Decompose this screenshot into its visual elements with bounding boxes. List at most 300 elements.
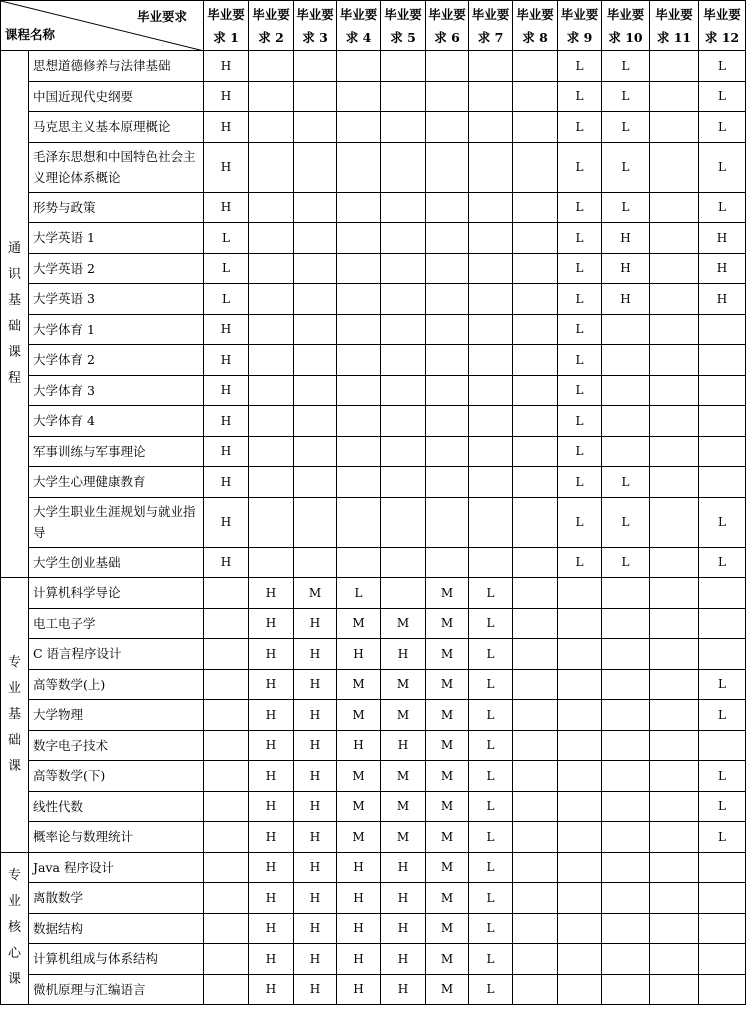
table-row [1, 253, 746, 284]
support-level-cell: M [381, 669, 426, 700]
support-level-cell [426, 547, 469, 578]
support-level-cell: H [249, 669, 294, 700]
support-level-cell [650, 822, 699, 853]
support-level-cell [513, 467, 558, 498]
support-level-cell [650, 51, 699, 82]
requirement-header-label: 毕业要求 12 [703, 6, 741, 45]
support-level-cell: L [558, 192, 602, 223]
support-level-cell: M [426, 639, 469, 670]
support-level-cell [650, 578, 699, 609]
support-level-cell: H [294, 608, 337, 639]
support-level-cell: L [699, 700, 746, 731]
support-level-cell [249, 436, 294, 467]
support-level-cell: H [249, 791, 294, 822]
support-level-cell [249, 192, 294, 223]
support-level-cell: H [337, 852, 381, 883]
support-level-cell [513, 578, 558, 609]
support-level-cell: H [602, 223, 650, 254]
support-level-cell: H [204, 142, 249, 192]
support-level-cell [650, 345, 699, 376]
support-level-cell [602, 944, 650, 975]
support-level-cell [558, 700, 602, 731]
support-level-cell: L [558, 51, 602, 82]
course-name-cell: Java 程序设计 [29, 852, 204, 883]
support-level-cell: M [381, 700, 426, 731]
support-level-cell: L [204, 253, 249, 284]
category-label: 通识基础课程 [7, 241, 21, 386]
support-level-cell: H [381, 639, 426, 670]
support-level-cell: M [337, 608, 381, 639]
support-level-cell [426, 81, 469, 112]
support-level-cell [426, 223, 469, 254]
table-row [1, 578, 746, 609]
support-level-cell [650, 192, 699, 223]
support-level-cell [294, 345, 337, 376]
support-level-cell: H [381, 974, 426, 1005]
support-level-cell [650, 467, 699, 498]
support-level-cell [249, 406, 294, 437]
support-level-cell: L [699, 547, 746, 578]
support-level-cell [602, 375, 650, 406]
requirement-header-label: 毕业要求 9 [560, 6, 599, 45]
support-level-cell: L [699, 822, 746, 853]
course-name-cell: 高等数学(上) [29, 669, 204, 700]
support-level-cell [381, 345, 426, 376]
requirement-header-5 [381, 1, 426, 51]
table-row [1, 761, 746, 792]
support-level-cell [337, 192, 381, 223]
course-name-cell: 大学生创业基础 [29, 547, 204, 578]
table-row [1, 284, 746, 315]
support-level-cell [513, 345, 558, 376]
support-level-cell: L [469, 974, 513, 1005]
support-level-cell [469, 436, 513, 467]
support-level-cell [469, 406, 513, 437]
support-level-cell: M [426, 974, 469, 1005]
support-level-cell: L [558, 345, 602, 376]
course-name-cell: 大学生职业生涯规划与就业指导 [29, 497, 204, 547]
support-level-cell [204, 578, 249, 609]
support-level-cell [513, 639, 558, 670]
support-level-cell [249, 547, 294, 578]
support-level-cell [513, 547, 558, 578]
support-level-cell [513, 192, 558, 223]
support-level-cell: H [249, 852, 294, 883]
support-level-cell [558, 608, 602, 639]
support-level-cell [650, 81, 699, 112]
support-level-cell: L [699, 142, 746, 192]
requirement-header-11 [650, 1, 699, 51]
support-level-cell [513, 142, 558, 192]
support-level-cell: H [204, 314, 249, 345]
support-level-cell: H [294, 944, 337, 975]
support-level-cell: L [469, 913, 513, 944]
support-level-cell [513, 406, 558, 437]
support-level-cell: M [337, 700, 381, 731]
support-level-cell: L [602, 192, 650, 223]
support-level-cell [294, 51, 337, 82]
support-level-cell [469, 547, 513, 578]
support-level-cell [204, 974, 249, 1005]
support-level-cell [381, 223, 426, 254]
support-level-cell: H [602, 253, 650, 284]
support-level-cell [249, 497, 294, 547]
course-name-cell: 计算机组成与体系结构 [29, 944, 204, 975]
support-level-cell: M [426, 883, 469, 914]
support-level-cell [650, 142, 699, 192]
support-level-cell [294, 547, 337, 578]
support-level-cell: H [294, 730, 337, 761]
support-level-cell: H [294, 700, 337, 731]
support-level-cell [249, 375, 294, 406]
support-level-cell [650, 406, 699, 437]
support-level-cell [650, 608, 699, 639]
support-level-cell [602, 700, 650, 731]
support-level-cell: M [426, 913, 469, 944]
support-level-cell [469, 497, 513, 547]
support-level-cell: L [469, 578, 513, 609]
support-level-cell [426, 142, 469, 192]
support-level-cell [204, 639, 249, 670]
support-level-cell: M [426, 700, 469, 731]
support-level-cell [381, 81, 426, 112]
support-level-cell [249, 142, 294, 192]
support-level-cell [513, 497, 558, 547]
table-row [1, 223, 746, 254]
support-level-cell [294, 314, 337, 345]
support-level-cell: H [337, 944, 381, 975]
category-cell [1, 578, 29, 853]
support-level-cell [426, 51, 469, 82]
table-row [1, 467, 746, 498]
requirement-header-3 [294, 1, 337, 51]
support-level-cell [469, 81, 513, 112]
support-level-cell: H [204, 497, 249, 547]
course-name-cell: 数据结构 [29, 913, 204, 944]
support-level-cell: L [204, 223, 249, 254]
support-level-cell [337, 375, 381, 406]
table-row [1, 436, 746, 467]
requirement-header-label: 毕业要求 11 [655, 6, 693, 45]
support-level-cell [602, 436, 650, 467]
support-level-cell: L [558, 81, 602, 112]
support-level-cell: H [249, 639, 294, 670]
support-level-cell [469, 253, 513, 284]
requirement-header-8 [513, 1, 558, 51]
support-level-cell [426, 314, 469, 345]
support-level-cell: L [469, 700, 513, 731]
support-level-cell [426, 467, 469, 498]
support-level-cell [650, 253, 699, 284]
support-level-cell [249, 345, 294, 376]
support-level-cell [513, 375, 558, 406]
support-level-cell: H [294, 913, 337, 944]
support-level-cell: L [558, 375, 602, 406]
support-level-cell [469, 284, 513, 315]
support-level-cell [699, 345, 746, 376]
support-level-cell: L [469, 639, 513, 670]
support-level-cell: M [381, 761, 426, 792]
support-level-cell [699, 578, 746, 609]
support-level-cell: H [337, 974, 381, 1005]
support-level-cell: M [426, 608, 469, 639]
support-level-cell: H [249, 944, 294, 975]
support-level-cell: M [337, 791, 381, 822]
support-level-cell: L [469, 822, 513, 853]
support-level-cell [513, 81, 558, 112]
support-level-cell [337, 467, 381, 498]
support-level-cell [699, 467, 746, 498]
requirement-header-label: 毕业要求 10 [606, 6, 645, 45]
support-level-cell [558, 730, 602, 761]
support-level-cell [381, 192, 426, 223]
course-name-cell: 大学体育 1 [29, 314, 204, 345]
support-level-cell: H [381, 852, 426, 883]
support-level-cell [602, 974, 650, 1005]
support-level-cell [650, 375, 699, 406]
support-level-cell [469, 223, 513, 254]
support-level-cell [602, 578, 650, 609]
table-row [1, 497, 746, 547]
support-level-cell: L [558, 253, 602, 284]
support-level-cell [699, 974, 746, 1005]
support-level-cell: M [426, 944, 469, 975]
course-name-cell: 大学体育 2 [29, 345, 204, 376]
category-cell [1, 51, 29, 578]
support-level-cell [602, 791, 650, 822]
support-level-cell [249, 467, 294, 498]
support-level-cell: L [699, 791, 746, 822]
support-level-cell [249, 223, 294, 254]
support-level-cell: H [699, 284, 746, 315]
support-level-cell [337, 497, 381, 547]
support-level-cell [602, 345, 650, 376]
course-name-cell: 大学体育 4 [29, 406, 204, 437]
support-level-cell: M [426, 578, 469, 609]
support-level-cell: L [699, 669, 746, 700]
support-level-cell [650, 913, 699, 944]
support-level-cell [650, 883, 699, 914]
support-level-cell [337, 345, 381, 376]
course-name-cell: 大学英语 2 [29, 253, 204, 284]
course-name-cell: 大学英语 1 [29, 223, 204, 254]
support-level-cell [558, 791, 602, 822]
support-level-cell: H [294, 852, 337, 883]
support-level-cell [294, 253, 337, 284]
support-level-cell [558, 883, 602, 914]
support-level-cell [337, 51, 381, 82]
requirement-header-9 [558, 1, 602, 51]
support-level-cell [513, 284, 558, 315]
course-name-cell: 计算机科学导论 [29, 578, 204, 609]
support-level-cell: L [699, 51, 746, 82]
header-row [1, 1, 746, 51]
corner-header [1, 1, 204, 51]
support-level-cell: L [469, 852, 513, 883]
support-level-cell [650, 700, 699, 731]
table-row [1, 822, 746, 853]
support-level-cell [426, 192, 469, 223]
support-level-cell: H [294, 761, 337, 792]
support-level-cell [650, 547, 699, 578]
support-level-cell: H [699, 223, 746, 254]
support-level-cell [204, 791, 249, 822]
support-level-cell [513, 791, 558, 822]
requirement-header-7 [469, 1, 513, 51]
support-level-cell: H [249, 700, 294, 731]
support-level-cell: L [699, 81, 746, 112]
course-name-cell: C 语言程序设计 [29, 639, 204, 670]
requirement-header-label: 毕业要求 4 [339, 6, 378, 45]
category-cell [1, 852, 29, 1005]
support-level-cell [513, 436, 558, 467]
support-level-cell [650, 284, 699, 315]
support-level-cell [699, 730, 746, 761]
support-level-cell [513, 944, 558, 975]
support-level-cell: H [294, 791, 337, 822]
support-level-cell: H [381, 883, 426, 914]
support-level-cell [249, 284, 294, 315]
support-level-cell [699, 375, 746, 406]
support-level-cell: M [426, 822, 469, 853]
support-level-cell [469, 314, 513, 345]
support-level-cell [426, 112, 469, 143]
support-level-cell: M [426, 669, 469, 700]
support-level-cell: M [294, 578, 337, 609]
support-level-cell [294, 284, 337, 315]
course-name-cell: 线性代数 [29, 791, 204, 822]
support-level-cell [426, 284, 469, 315]
support-level-cell [381, 547, 426, 578]
support-level-cell [337, 314, 381, 345]
support-level-cell: L [699, 497, 746, 547]
support-level-cell: H [204, 547, 249, 578]
support-level-cell [294, 142, 337, 192]
support-level-cell [204, 608, 249, 639]
support-level-cell: H [204, 51, 249, 82]
support-level-cell: H [294, 822, 337, 853]
support-level-cell: L [699, 112, 746, 143]
support-level-cell [294, 192, 337, 223]
support-level-cell: L [337, 578, 381, 609]
table-row [1, 913, 746, 944]
support-level-cell [699, 639, 746, 670]
support-level-cell: H [381, 730, 426, 761]
support-level-cell [381, 112, 426, 143]
support-level-cell [699, 406, 746, 437]
support-level-cell: L [602, 81, 650, 112]
support-level-cell: H [294, 883, 337, 914]
support-level-cell [294, 436, 337, 467]
support-level-cell [294, 406, 337, 437]
course-name-cell: 中国近现代史纲要 [29, 81, 204, 112]
course-name-cell: 马克思主义基本原理概论 [29, 112, 204, 143]
table-row [1, 375, 746, 406]
support-level-cell [204, 700, 249, 731]
support-level-cell [602, 730, 650, 761]
support-level-cell: L [558, 112, 602, 143]
support-level-cell [558, 913, 602, 944]
support-level-cell [650, 974, 699, 1005]
support-level-cell [650, 852, 699, 883]
table-row [1, 406, 746, 437]
support-level-cell [469, 142, 513, 192]
support-level-cell [337, 547, 381, 578]
table-row [1, 142, 746, 192]
support-level-cell: L [469, 730, 513, 761]
support-level-cell: M [426, 852, 469, 883]
support-level-cell: H [204, 112, 249, 143]
table-row [1, 639, 746, 670]
support-level-cell: L [469, 944, 513, 975]
support-level-cell: M [426, 791, 469, 822]
support-level-cell: M [381, 791, 426, 822]
support-level-cell: H [249, 608, 294, 639]
support-level-cell: L [558, 467, 602, 498]
requirement-header-label: 毕业要求 3 [296, 6, 334, 45]
table-row [1, 730, 746, 761]
support-level-cell [699, 314, 746, 345]
support-level-cell: H [337, 639, 381, 670]
course-name-cell: 微机原理与汇编语言 [29, 974, 204, 1005]
table-row [1, 81, 746, 112]
requirement-header-10 [602, 1, 650, 51]
requirement-header-label: 毕业要求 8 [516, 6, 554, 45]
support-level-cell: M [381, 822, 426, 853]
support-level-cell: L [469, 883, 513, 914]
support-level-cell [650, 944, 699, 975]
support-level-cell [602, 669, 650, 700]
support-level-cell: H [204, 192, 249, 223]
support-level-cell: L [699, 192, 746, 223]
course-name-cell: 军事训练与军事理论 [29, 436, 204, 467]
support-level-cell [337, 436, 381, 467]
support-level-cell [602, 639, 650, 670]
support-level-cell [294, 81, 337, 112]
course-name-cell: 数字电子技术 [29, 730, 204, 761]
corner-top-label: 毕业要求 [136, 9, 187, 24]
support-level-cell: M [337, 822, 381, 853]
support-level-cell: H [204, 81, 249, 112]
support-level-cell: H [249, 822, 294, 853]
category-label: 专业基础课 [7, 654, 21, 774]
support-level-cell [381, 467, 426, 498]
support-level-cell [513, 761, 558, 792]
table-row [1, 547, 746, 578]
table-row [1, 700, 746, 731]
requirement-header-2 [249, 1, 294, 51]
support-level-cell [469, 51, 513, 82]
corner-bottom-label: 课程名称 [5, 27, 56, 42]
support-level-cell: H [204, 467, 249, 498]
support-level-cell [204, 944, 249, 975]
support-level-cell: H [204, 436, 249, 467]
support-level-cell: M [337, 669, 381, 700]
support-level-cell [337, 81, 381, 112]
support-level-cell [204, 822, 249, 853]
support-level-cell: L [469, 669, 513, 700]
requirement-header-label: 毕业要求 2 [252, 6, 290, 45]
support-level-cell [558, 974, 602, 1005]
support-level-cell [469, 467, 513, 498]
category-label: 专业核心课 [7, 868, 21, 988]
support-level-cell: H [381, 913, 426, 944]
support-level-cell [381, 51, 426, 82]
support-level-cell [650, 314, 699, 345]
support-level-cell [469, 375, 513, 406]
support-level-cell [204, 852, 249, 883]
table-row [1, 883, 746, 914]
